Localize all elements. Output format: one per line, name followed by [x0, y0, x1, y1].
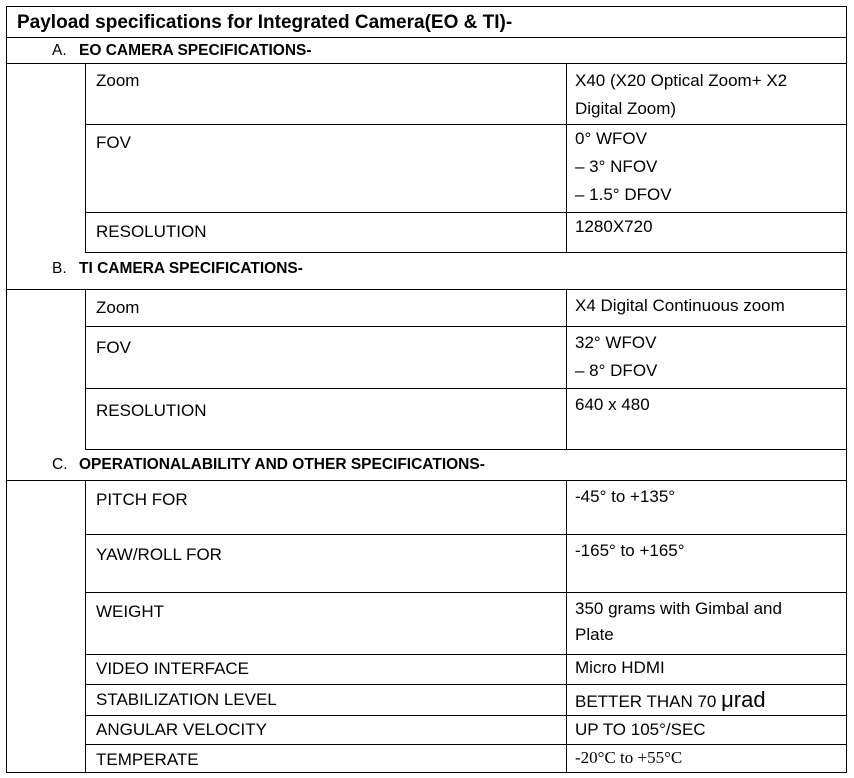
table-row	[85, 290, 846, 327]
table-row	[85, 655, 846, 685]
value-line: -20°C to +55°C	[575, 748, 683, 767]
table-row	[85, 125, 846, 213]
row-value	[566, 213, 846, 252]
section-header-a	[7, 38, 846, 64]
row-value	[566, 64, 846, 124]
row-value	[566, 716, 846, 744]
row-label: PITCH FOR	[96, 490, 188, 509]
section-letter: C.	[52, 456, 68, 473]
row-label: YAW/ROLL FOR	[96, 545, 222, 564]
value-line: Digital Zoom)	[575, 99, 677, 118]
row-value	[566, 745, 846, 772]
value-line: 640 x 480	[575, 395, 650, 414]
section-header-b	[7, 253, 846, 290]
table-row	[85, 593, 846, 655]
spec-table	[6, 6, 847, 773]
table-title: Payload specifications for Integrated Camera(EO & TI)-	[7, 7, 846, 38]
row-label: WEIGHT	[96, 602, 164, 621]
value-text: BETTER THAN 70	[575, 692, 722, 711]
section-letter: B.	[52, 260, 67, 277]
section-header-c	[7, 450, 846, 481]
section-heading: EO CAMERA SPECIFICATIONS-	[79, 42, 312, 59]
section-letter: A.	[52, 42, 67, 59]
row-value	[566, 481, 846, 534]
row-value	[566, 389, 846, 449]
section-heading: TI CAMERA SPECIFICATIONS-	[79, 260, 303, 277]
row-value	[566, 290, 846, 326]
value-line: 350 grams with Gimbal and	[575, 599, 782, 618]
row-value	[566, 685, 846, 715]
value-line: 32° WFOV	[575, 333, 657, 352]
row-value	[566, 327, 846, 388]
row-label: FOV	[96, 338, 131, 357]
value-line: -45° to +135°	[575, 487, 676, 506]
value-line: – 8° DFOV	[575, 361, 658, 380]
value-line: – 1.5° DFOV	[575, 185, 672, 204]
table-row	[85, 64, 846, 125]
row-label: Zoom	[96, 71, 140, 90]
row-label: Zoom	[96, 298, 140, 317]
value-line: -165° to +165°	[575, 541, 685, 560]
value-line: – 3° NFOV	[575, 157, 658, 176]
row-label: TEMPERATE	[96, 750, 199, 769]
row-value	[566, 535, 846, 592]
table-row	[85, 745, 846, 772]
table-row	[85, 213, 846, 253]
value-line: 0° WFOV	[575, 129, 647, 148]
value-line: Micro HDMI	[575, 658, 665, 677]
value-line: UP TO 105°/SEC	[575, 720, 706, 739]
row-value	[566, 125, 846, 212]
value-line: X40 (X20 Optical Zoom+ X2	[575, 71, 788, 90]
row-label: RESOLUTION	[96, 401, 207, 420]
table-row	[85, 685, 846, 716]
row-value	[566, 655, 846, 684]
value-line: 1280X720	[575, 217, 653, 236]
table-row	[85, 327, 846, 389]
value-line: Plate	[575, 625, 614, 644]
row-value	[566, 593, 846, 654]
table-row	[85, 535, 846, 593]
row-label: VIDEO INTERFACE	[96, 659, 250, 678]
table-row	[85, 716, 846, 745]
row-label: ANGULAR VELOCITY	[96, 720, 267, 739]
section-heading: OPERATIONALABILITY AND OTHER SPECIFICATIONS-	[79, 456, 485, 473]
row-label: FOV	[96, 133, 131, 152]
row-label: STABILIZATION LEVEL	[96, 690, 277, 709]
row-label: RESOLUTION	[96, 222, 207, 241]
value-unit: μrad	[721, 687, 766, 712]
table-row	[85, 481, 846, 535]
table-row	[85, 389, 846, 450]
value-line: X4 Digital Continuous zoom	[575, 296, 785, 315]
